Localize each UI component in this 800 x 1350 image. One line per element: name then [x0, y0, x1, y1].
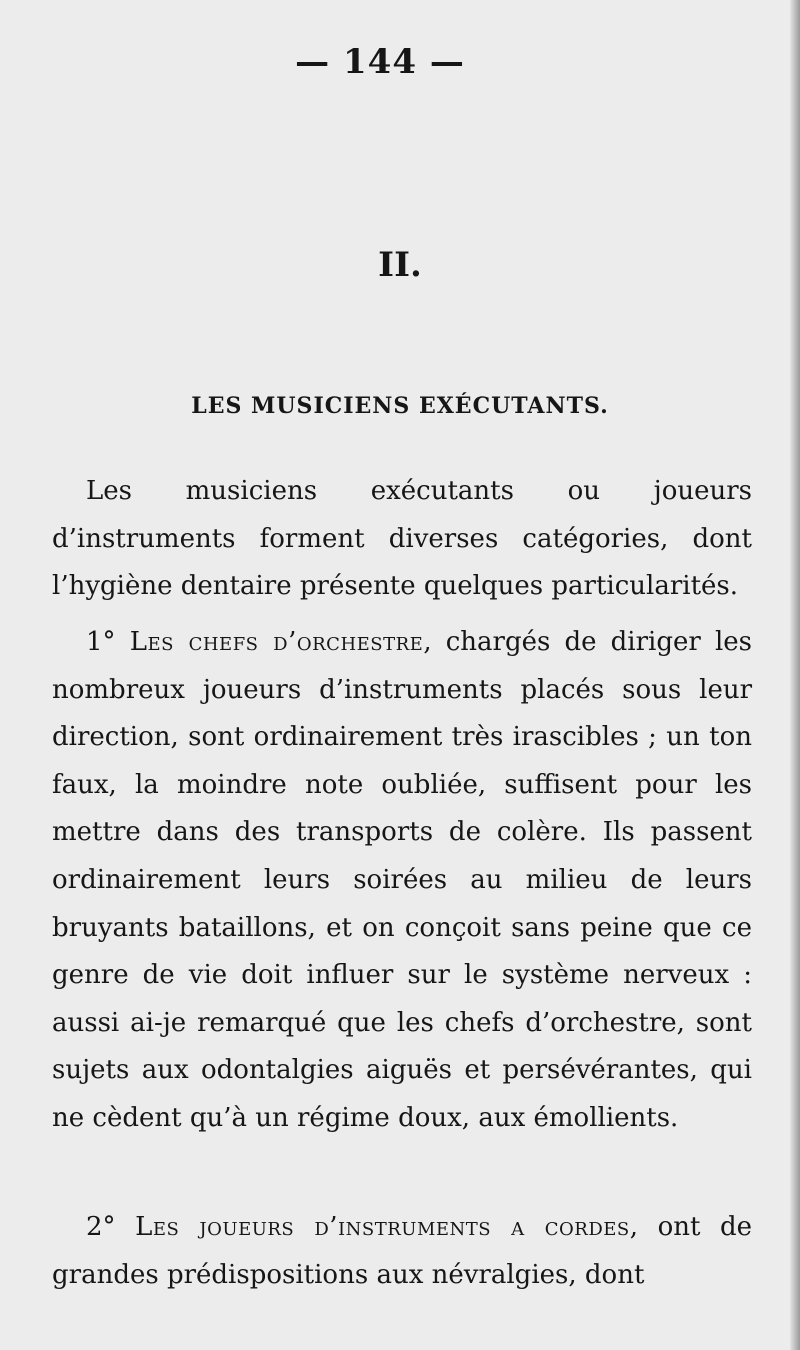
paragraph-joueurs-cordes — [52, 1204, 752, 1299]
paragraph-intro — [52, 468, 752, 611]
paragraph-lead: 1° — [86, 627, 130, 657]
paragraph-lead: 2° — [86, 1212, 136, 1242]
paragraph-heading: Les chefs d’orchestre — [129, 627, 424, 657]
paragraph-text: , chargés de diriger les nombreux joueurs d’instruments placés sous leur direction, sont ordinairement très irascibles ; un ton faux, la moindre note oubliée, suffisent pour les mettre dans des transports de colère. Ils passent ordinairement leurs soirées au milieu de leurs bruyants bataillons, et on conçoit sans peine que ce genre de vie doit influer sur le système nerveux : aussi ai-je remarqué que les chefs d’orchestre, sont sujets aux odontalgies aiguës et persévérantes, qui ne cèdent qu’à un régime doux, aux émollients. — [52, 627, 753, 1133]
section-number: II. — [378, 245, 422, 285]
paragraph-heading: Les joueurs d’instruments a cordes — [135, 1212, 630, 1242]
section-title: LES MUSICIENS EXÉCUTANTS. — [191, 393, 609, 419]
paragraph-chefs-orchestre — [52, 619, 752, 1143]
paragraph-text: Les musiciens exécutants ou joueurs d’instruments forment diverses catégories, dont l’hygiène dentaire présente quelques particularités. — [52, 476, 752, 602]
paragraph-text: , ont de grandes prédispositions aux névralgies, dont — [52, 1212, 753, 1290]
page-number: — 144 — — [295, 42, 465, 82]
